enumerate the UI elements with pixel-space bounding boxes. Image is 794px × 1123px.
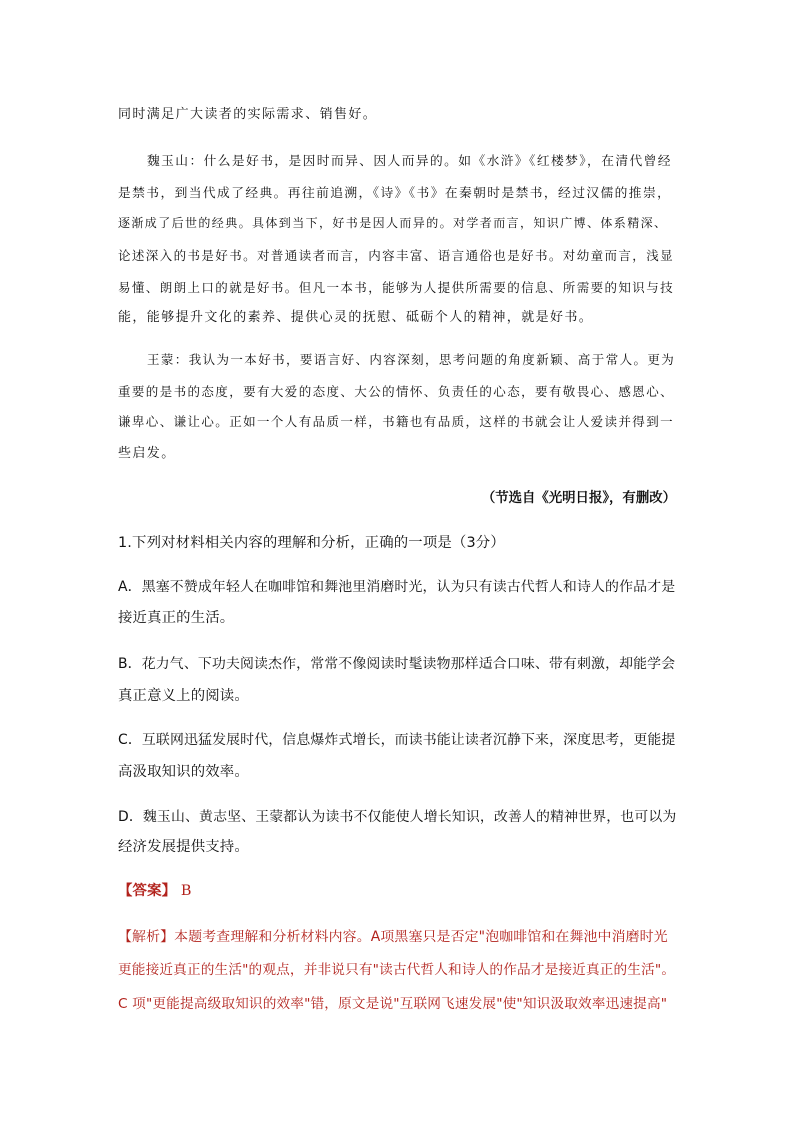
passage-paragraph-weiyushan-line: 逐渐成了后世的经典。具体到当下，好书是因人而异的。对学者而言，知识广博、体系精深、 (118, 216, 668, 230)
analysis-line: 更能接近真正的生活"的观点，并非说只有"读古代哲人和诗人的作品才是接近真正的生活"。 (118, 962, 676, 978)
answer-label: 【答案】 (118, 883, 177, 899)
option-b-line: 真正意义上的阅读。 (118, 688, 249, 704)
option-c-line: 高汲取知识的效率。 (118, 764, 249, 780)
option-c-line: C．互联网迅猛发展时代，信息爆炸式增长，而读书能让读者沉静下来，深度思考，更能提 (118, 732, 676, 748)
analysis-line: 【解析】本题考查理解和分析材料内容。A项黑塞只是否定"泡咖啡馆和在舞池中消磨时光 (118, 929, 668, 945)
passage-paragraph-wangmeng-line: 重要的是书的态度，要有大爱的态度、大公的情怀、负责任的心态，要有敬畏心、感恩心、 (118, 384, 675, 399)
passage-paragraph-weiyushan-line: 论述深入的书是好书。对普通读者而言，内容丰富、语言通俗也是好书。对幼童而言，浅显 (118, 248, 675, 263)
passage-paragraph-weiyushan-line: 是禁书，到当代成了经典。再往前追溯，《诗》《书》在秦朝时是禁书，经过汉儒的推崇， (118, 186, 672, 201)
passage-paragraph-weiyushan-line: 魏玉山：什么是好书，是因时而异、因人而异的。如《水浒》《红楼梦》，在清代曾经 (147, 154, 672, 169)
passage-paragraph-weiyushan-line: 易懂、朗朗上口的就是好书。但凡一本书，能够为人提供所需要的信息、所需要的知识与技 (118, 280, 675, 295)
passage-line: 同时满足广大读者的实际需求、销售好。 (118, 107, 378, 122)
question-stem: 1.下列对材料相关内容的理解和分析，正确的一项是（3分） (118, 535, 505, 551)
answer-value: B (180, 883, 192, 899)
option-b-line: B．花力气、下功夫阅读杰作，常常不像阅读时髦读物那样适合口味、带有刺激，却能学会 (118, 656, 676, 672)
passage-paragraph-wangmeng-line: 王蒙：我认为一本好书，要语言好、内容深刻，思考问题的角度新颖、高于常人。更为 (147, 352, 676, 367)
analysis-line: C 项"更能提高级取知识的效率"错，原文是说"互联网飞速发展"使"知识汲取效率迅速提高" (118, 996, 668, 1012)
source-citation: （节选自《光明日报》，有删改） (481, 490, 676, 506)
option-d-line: 经济发展提供支持。 (118, 839, 249, 855)
passage-paragraph-weiyushan-line: 能，能够提升文化的素养、提供心灵的抚慰、砥砺个人的精神，就是好书。 (118, 310, 594, 325)
passage-paragraph-wangmeng-line: 谦卑心、谦让心。正如一个人有品质一样，书籍也有品质，这样的书就会让人爱读并得到一 (118, 414, 675, 429)
option-a-line: A．黑塞不赞成年轻人在咖啡馆和舞池里消磨时光，认为只有读古代哲人和诗人的作品才是 (118, 579, 676, 595)
option-a-line: 接近真正的生活。 (118, 610, 235, 626)
passage-paragraph-wangmeng-line: 些启发。 (118, 446, 176, 461)
option-d-line: D．魏玉山、黄志坚、王蒙都认为读书不仅能使人增长知识，改善人的精神世界，也可以为 (118, 809, 677, 825)
answer-row (118, 879, 192, 900)
